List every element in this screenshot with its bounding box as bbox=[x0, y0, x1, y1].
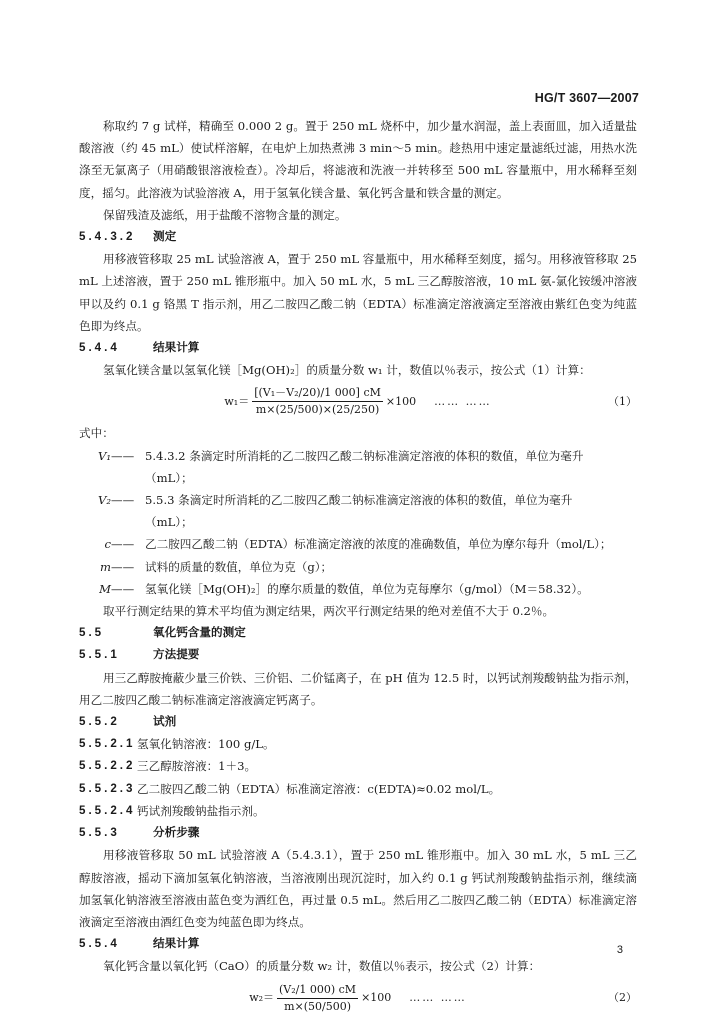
variable-symbol: V₁ bbox=[97, 448, 111, 463]
section-title: 结果计算 bbox=[153, 937, 200, 951]
paragraph-mgoh2-calc-intro: 氢氧化镁含量以氢氧化镁［Mg(OH)₂］的质量分数 w₁ 计，数值以％表示，按公式（1）计算： bbox=[103, 363, 591, 378]
section-heading-552 bbox=[79, 711, 637, 733]
section-title: 分析步骤 bbox=[153, 826, 200, 840]
definition-dash: —— bbox=[111, 493, 135, 508]
definition-continuation: （mL）； bbox=[145, 515, 193, 530]
formula-tail: ×100 bbox=[385, 394, 417, 408]
definition-text: 试料的质量的数值，单位为克（g）； bbox=[145, 559, 333, 574]
reagent-text: 钙试剂羧酸钠盐指示剂。 bbox=[137, 803, 265, 818]
section-number: 5.5.4 bbox=[79, 937, 120, 951]
formula-lhs: w₁＝ bbox=[224, 394, 250, 408]
paragraph-sample-prep: 称取约 7 g 试样，精确至 0.000 2 g。置于 250 mL 烧杯中，加少量水润湿，盖上表面皿，加入适量盐酸溶液（约 45 mL）使试样溶解，在电炉上加热煮沸 3 min～5 min。趁热用中速定量滤纸过滤，用热水洗涤至无氯离子（用硝酸银溶液检查）。冷却后，将滤液和洗液一并转移至 500 mL 容量瓶中，用水稀释至刻度，摇匀。此溶液为试验溶液 A，用于氢氧化镁含量、氧化钙含量和铁含量的测定。 bbox=[79, 119, 637, 200]
section-heading-544 bbox=[79, 337, 637, 359]
section-number: 5.5 bbox=[79, 626, 105, 640]
variable-symbol: c bbox=[104, 537, 111, 552]
leader-dots: …… …… bbox=[434, 394, 492, 408]
leader-dots: …… …… bbox=[409, 991, 467, 1005]
formula-denominator: m×(25/500)×(25/250) bbox=[255, 403, 380, 417]
definition-row bbox=[79, 556, 637, 578]
formula-fraction bbox=[252, 385, 383, 418]
where-label: 式中： bbox=[79, 426, 114, 441]
definition-text: 5.4.3.2 条滴定时所消耗的乙二胺四乙酸二钠标准滴定溶液的体积的数值，单位为毫升 bbox=[145, 448, 584, 463]
reagent-item bbox=[79, 755, 637, 777]
reagent-number: 5.5.2.3 bbox=[79, 781, 136, 795]
equation-number: （2） bbox=[608, 991, 637, 1005]
paragraph-analysis-steps: 用移液管移取 50 mL 试验溶液 A（5.4.3.1），置于 250 mL 锥形瓶中。加入 30 mL 水，5 mL 三乙醇胺溶液，摇动下滴加氢氧化钠溶液，当溶液刚出现沉淀时，加入约 0.1 g 钙试剂羧酸钠盐指示剂，继续滴加氢氧化钠溶液至溶液由蓝色变为酒红色，再过量 0.5 mL。然后用乙二胺四乙酸二钠（EDTA）标准滴定溶液滴定至溶液由酒红色变为纯蓝色即为终点。 bbox=[79, 848, 637, 929]
paragraph-residue-note: 保留残渣及滤纸，用于盐酸不溶物含量的测定。 bbox=[103, 207, 347, 222]
section-heading-554 bbox=[79, 933, 637, 955]
formula-1 bbox=[79, 385, 637, 418]
section-heading-5432 bbox=[79, 226, 637, 248]
definition-continuation: （mL）； bbox=[145, 470, 193, 485]
variable-symbol: m bbox=[100, 559, 111, 574]
definition-dash: —— bbox=[111, 537, 135, 552]
formula-lhs: w₂＝ bbox=[249, 991, 275, 1005]
section-heading-553 bbox=[79, 822, 637, 844]
reagent-text: 乙二胺四乙酸二钠（EDTA）标准滴定溶液：c(EDTA)≈0.02 mol/L。 bbox=[137, 781, 501, 796]
formula-tail: ×100 bbox=[361, 991, 392, 1005]
definition-row bbox=[79, 489, 637, 511]
reagent-item bbox=[79, 778, 637, 800]
document-body bbox=[79, 115, 637, 1019]
paragraph-method-summary: 用三乙醇胺掩蔽少量三价铁、三价铝、二价锰离子，在 pH 值为 12.5 时，以钙试剂羧酸钠盐为指示剂，用乙二胺四乙酸二钠标准滴定溶液滴定钙离子。 bbox=[79, 670, 637, 707]
section-number: 5.5.3 bbox=[79, 826, 120, 840]
section-number: 5.5.2 bbox=[79, 715, 120, 729]
section-title: 结果计算 bbox=[153, 341, 200, 355]
reagent-number: 5.5.2.1 bbox=[79, 737, 136, 751]
formula-numerator: (V₂/1 000) cM bbox=[277, 982, 358, 999]
definition-dash: —— bbox=[111, 581, 135, 596]
variable-symbol: V₂ bbox=[97, 493, 111, 508]
page-number: 3 bbox=[616, 944, 623, 956]
definition-row bbox=[79, 533, 637, 555]
section-title: 测定 bbox=[153, 230, 177, 244]
paragraph-cao-calc-intro: 氧化钙含量以氧化钙（CaO）的质量分数 w₂ 计，数值以％表示，按公式（2）计算： bbox=[103, 959, 541, 974]
definition-text: 5.5.3 条滴定时所消耗的乙二胺四乙酸二钠标准滴定溶液的体积的数值，单位为毫升 bbox=[145, 493, 573, 508]
section-number: 5.5.1 bbox=[79, 648, 120, 662]
section-title: 氧化钙含量的测定 bbox=[153, 626, 246, 640]
reagent-number: 5.5.2.2 bbox=[79, 759, 136, 773]
reagent-number: 5.5.2.4 bbox=[79, 803, 136, 817]
formula-2 bbox=[79, 982, 637, 1015]
variable-definitions bbox=[79, 445, 637, 600]
paragraph-parallel-results: 取平行测定结果的算术平均值为测定结果，两次平行测定结果的绝对差值不大于 0.2％。 bbox=[103, 604, 555, 619]
definition-text: 氢氧化镁［Mg(OH)₂］的摩尔质量的数值，单位为克每摩尔（g/mol）（M＝58.32）。 bbox=[145, 581, 589, 596]
definition-row bbox=[79, 578, 637, 600]
variable-symbol: M bbox=[99, 581, 111, 596]
section-number: 5.4.4 bbox=[79, 341, 120, 355]
section-number: 5.4.3.2 bbox=[79, 230, 136, 244]
section-heading-551 bbox=[79, 644, 637, 666]
reagent-item bbox=[79, 800, 637, 822]
formula-numerator: [(V₁－V₂/20)/1 000] cM bbox=[252, 385, 383, 402]
formula-fraction bbox=[277, 982, 358, 1015]
equation-number: （1） bbox=[608, 394, 637, 408]
section-title: 方法提要 bbox=[153, 648, 200, 662]
definition-dash: —— bbox=[111, 448, 135, 463]
definition-text: 乙二胺四乙酸二钠（EDTA）标准滴定溶液的浓度的准确数值，单位为摩尔每升（mol/L）； bbox=[145, 537, 612, 552]
section-title: 试剂 bbox=[153, 715, 177, 729]
definition-row bbox=[79, 445, 637, 467]
reagent-text: 三乙醇胺溶液：1＋3。 bbox=[137, 759, 257, 774]
definition-dash: —— bbox=[111, 559, 135, 574]
section-heading-55 bbox=[79, 622, 637, 644]
formula-denominator: m×(50/500) bbox=[284, 999, 352, 1013]
paragraph-determination: 用移液管移取 25 mL 试验溶液 A，置于 250 mL 容量瓶中，用水稀释至刻度，摇匀。用移液管移取 25 mL 上述溶液，置于 250 mL 锥形瓶中。加入 50 mL 水，5 mL 三乙醇胺溶液，10 mL 氨-氯化铵缓冲溶液甲以及约 0.1 g 铬黑 T 指示剂，用乙二胺四乙酸二钠（EDTA）标准滴定溶液滴定至溶液由紫红色变为纯蓝色即为终点。 bbox=[79, 252, 637, 333]
standard-number-header: HG/T 3607—2007 bbox=[534, 91, 639, 105]
reagent-item bbox=[79, 733, 637, 755]
reagent-text: 氢氧化钠溶液：100 g/L。 bbox=[137, 737, 275, 752]
